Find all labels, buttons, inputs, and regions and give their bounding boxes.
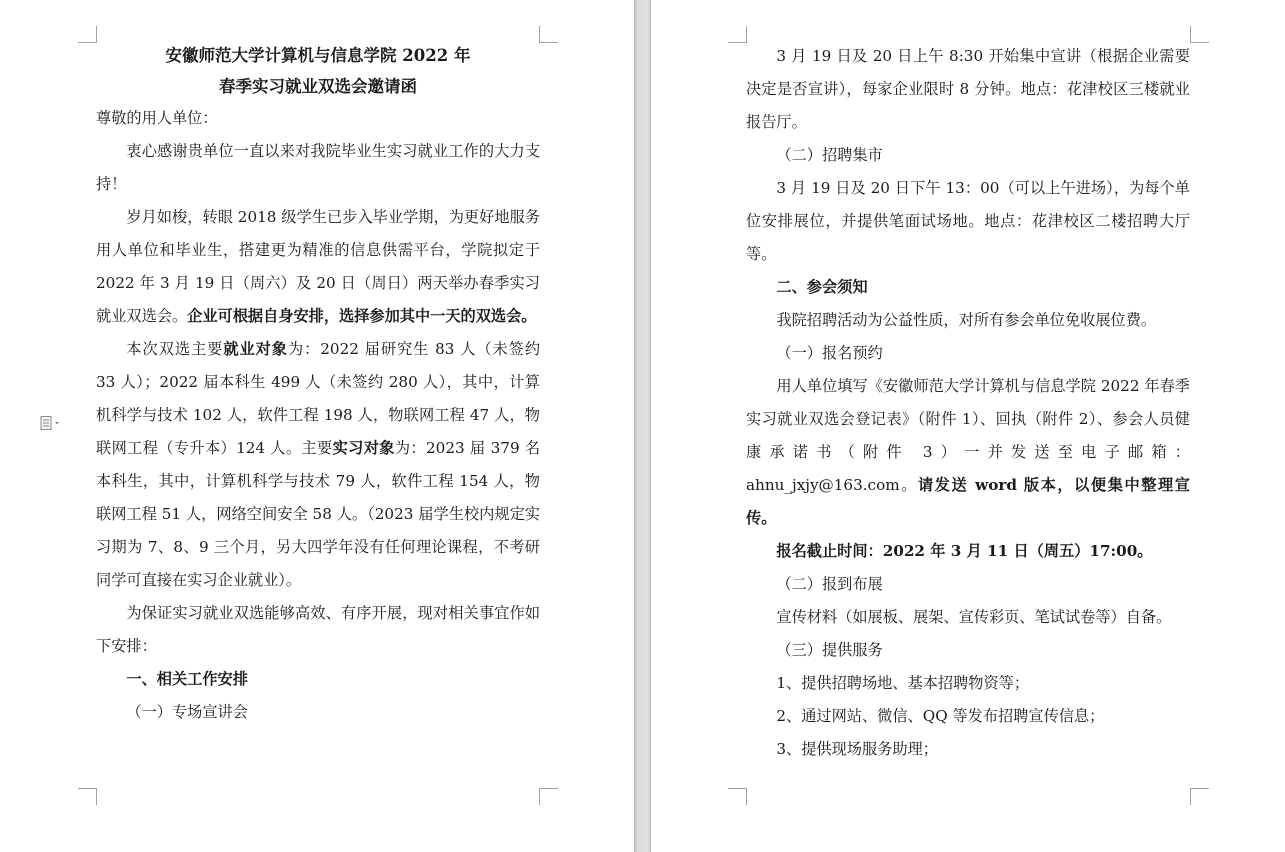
paragraph-text: 为：2023 届 379 名本科生，其中，计算机科学与技术 79 人，软件工程 154 人，物联网工程 51 人，网络空间安全 58 人。（2023 届学生校内规定实习期为 7、8、9 三个月，另大四学年没有任何理论课程，不考研同学可直接在实习企业就业）。 — [96, 439, 541, 589]
document-options-icon[interactable] — [40, 416, 62, 430]
crop-mark — [728, 788, 747, 805]
subsection-heading: （一）专场宣讲会 — [126, 703, 248, 721]
crop-mark — [539, 26, 558, 43]
paragraph-bold-text: 请发送 word 版本，以便集中整理宣传。 — [746, 476, 1190, 527]
salutation: 尊敬的用人单位： — [96, 109, 218, 127]
list-item: 1、提供招聘场地、基本招聘物资等； — [776, 674, 1030, 692]
paragraph — [96, 333, 540, 597]
paragraph-text: 岁月如梭，转眼 2018 级学生已步入毕业学期，为更好地服务用人单位和毕业生，搭建更为精准的信息供需平台，学院拟定于 2022 年 3 月 19 日（周六）及 20 日（周日）两天举办春季实习就业双选会。 — [96, 208, 540, 325]
page-gutter — [634, 0, 651, 852]
paragraph-bold-text: 就业对象 — [223, 340, 288, 358]
crop-mark — [539, 788, 558, 805]
section-heading: 一、相关工作安排 — [126, 670, 248, 688]
subsection-heading: （二）报到布展 — [776, 575, 883, 593]
subsection-heading: （二）招聘集市 — [776, 146, 883, 164]
left-page-body — [96, 40, 540, 729]
paragraph-text: 用人单位填写《安徽师范大学计算机与信息学院 2022 年春季实习就业双选会登记表》（附件 1）、回执（附件 2）、参会人员健康承诺书（附件 3）一并发送至电子邮箱：ahnu_jxjy@163.com。 — [746, 377, 1190, 494]
crop-mark — [1190, 26, 1209, 43]
paragraph: 衷心感谢贵单位一直以来对我院毕业生实习就业工作的大力支持！ — [96, 142, 540, 193]
paragraph: 宣传材料（如展板、展架、宣传彩页、笔试试卷等）自备。 — [776, 608, 1172, 626]
paragraph-bold-text: 实习对象 — [332, 439, 395, 457]
registration-deadline: 报名截止时间：2022 年 3 月 11 日（周五）17:00。 — [776, 542, 1153, 560]
document-page-right — [651, 0, 1285, 852]
crop-mark — [78, 26, 97, 43]
paragraph: 我院招聘活动为公益性质，对所有参会单位免收展位费。 — [776, 311, 1157, 329]
paragraph: 3 月 19 日及 20 日下午 13：00（可以上午进场），为每个单位安排展位，并提供笔面试场地。地点：花津校区二楼招聘大厅等。 — [746, 179, 1190, 263]
paragraph: 为保证实习就业双选能够高效、有序开展，现对相关事宜作如下安排： — [96, 604, 540, 655]
subsection-heading: （三）提供服务 — [776, 641, 883, 659]
paragraph: 3 月 19 日及 20 日上午 8:30 开始集中宣讲（根据企业需要决定是否宣讲），每家企业限时 8 分钟。地点：花津校区三楼就业报告厅。 — [746, 47, 1190, 131]
section-heading: 二、参会须知 — [776, 278, 868, 296]
crop-mark — [728, 26, 747, 43]
crop-mark — [78, 788, 97, 805]
paragraph-text: 为：2022 届研究生 83 人（未签约 33 人）；2022 届本科生 499 人（未签约 280 人），其中，计算机科学与技术 102 人，软件工程 198 人，物联网工程 47 人，物联网工程（专升本）124 人。主要 — [96, 340, 541, 457]
document-title-line2: 春季实习就业双选会邀请函 — [219, 77, 417, 96]
list-item: 3、提供现场服务助理； — [776, 740, 938, 758]
right-page-body — [746, 40, 1190, 766]
document-page-left — [0, 0, 634, 852]
document-title-line1: 安徽师范大学计算机与信息学院 2022 年 — [165, 46, 471, 65]
list-item: 2、通过网站、微信、QQ 等发布招聘宣传信息； — [776, 707, 1105, 725]
subsection-heading: （一）报名预约 — [776, 344, 883, 362]
paragraph — [746, 370, 1190, 535]
paragraph-text: 本次双选主要 — [126, 340, 224, 358]
paragraph — [96, 201, 540, 333]
crop-mark — [1190, 788, 1209, 805]
paragraph-bold-text: 企业可根据自身安排，选择参加其中一天的双选会。 — [187, 307, 537, 325]
